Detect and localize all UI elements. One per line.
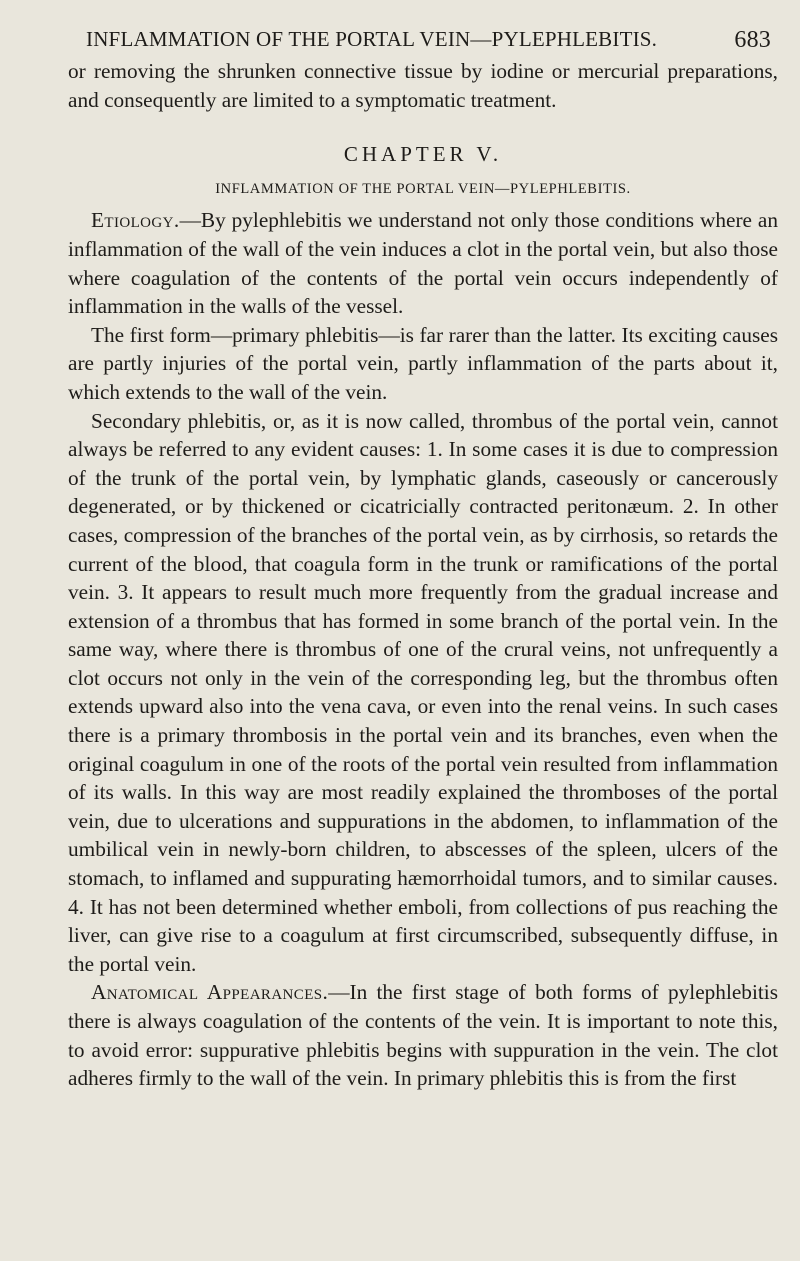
running-title: INFLAMMATION OF THE PORTAL VEIN—PYLEPHLEBITIS. — [86, 27, 658, 51]
running-header — [86, 27, 771, 57]
etiology-paragraph — [68, 206, 778, 320]
etiology-text: —By pylephlebitis we understand not only those conditions where an inflammation of the wall of the vein induces a clot in the portal vein, but also those where coagulation of the contents of the portal vein occurs independently of inflammation in the walls of the vessel. — [68, 208, 778, 319]
anatomical-paragraph — [68, 978, 778, 1092]
chapter-subtitle: INFLAMMATION OF THE PORTAL VEIN—PYLEPHLEBITIS. — [215, 180, 631, 197]
anatomical-lead: Anatomical Appearances. — [91, 980, 329, 1005]
opening-paragraph: or removing the shrunken connective tissue by iodine or mercurial preparations, and consequently are limited to a symptomatic treatment. — [68, 59, 778, 112]
primary-phlebitis-paragraph: The first form—primary phlebitis—is far rarer than the latter. Its exciting causes are partly injuries of the portal vein, partly inflammation of the parts about it, which extends to the wall of the vein. — [68, 322, 778, 404]
secondary-phlebitis-paragraph: Secondary phlebitis, or, as it is now called, thrombus of the portal vein, cannot always be referred to any evident causes: 1. In some cases it is due to compression of the trunk of the portal vein, by lymphatic glands, caseously or cancerously degenerated, or by thickened or cicatricially contracted peritonæum. 2. In other cases, compression of the branches of the portal vein, as by cirrhosis, so retards the current of the blood, that coagula form in the trunk or ramifications of the portal vein. 3. It appears to result much more frequently from the gradual increase and extension of a thrombus that has formed in some branch of the portal vein. In the same way, where there is thrombus of one of the crural veins, not unfrequently a clot occurs not only in the vein of the corresponding leg, but the thrombus often extends upward also into the vena cava, or even into the renal veins. In such cases there is a primary thrombosis in the portal vein and its branches, even when the original coagulum in one of the roots of the portal vein resulted from inflammation of its walls. In this way are most readily explained the thromboses of the portal vein, due to ulcerations and suppurations in the abdomen, to inflammation of the umbilical vein in newly-born children, to abscesses of the spleen, ulcers of the stomach, to inflamed and suppurating hæmorrhoidal tumors, and to similar causes. 4. It has not been determined whether emboli, from collections of pus reaching the liver, can give rise to a coagulum at first circumscribed, subsequently diffuse, in the portal vein. — [68, 408, 778, 976]
etiology-lead: Etiology. — [91, 208, 180, 233]
chapter-heading: CHAPTER V. — [343, 142, 503, 167]
anatomical-text: —In the first stage of both forms of pylephlebitis there is always coagulation of the contents of the vein. It is important to note this, to avoid error: suppurative phlebitis begins with suppuration in the vein. The clot adheres firmly to the wall of the vein. In primary phlebitis this is from the first — [68, 980, 778, 1091]
page-number: 683 — [734, 27, 771, 53]
body-text — [68, 57, 778, 1093]
